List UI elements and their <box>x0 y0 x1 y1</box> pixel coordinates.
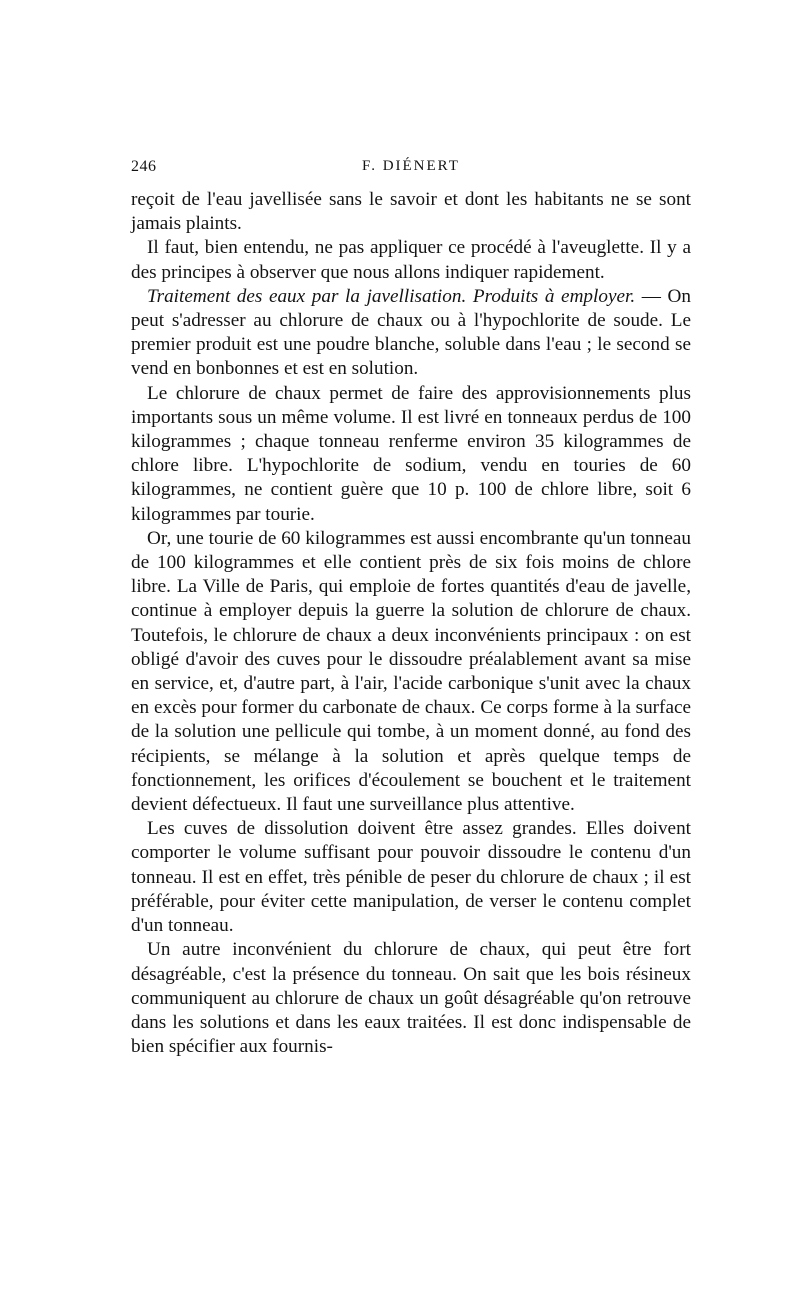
running-head: F. DIÉNERT <box>362 158 460 174</box>
paragraph-continuation: reçoit de l'eau javellisée sans le savoir et dont les habitants ne se sont jamais plaints. <box>131 189 691 235</box>
paragraph-section-lead <box>131 285 691 382</box>
body-text <box>131 188 691 1059</box>
paragraph: Or, une tourie de 60 kilogrammes est aussi encombrante qu'un tonneau de 100 kilogrammes et elle contient près de six fois moins de chlore libre. La Ville de Paris, qui emploie de fortes quantités d'eau de javelle, continue à employer depuis la guerre la solution de chlorure de chaux. Toutefois, le chlorure de chaux a deux inconvénients principaux : on est obligé d'avoir des cuves pour le dissoudre préalablement avant sa mise en service, et, d'autre part, à l'air, l'acide carbonique s'unit avec la chaux en excès pour former du carbonate de chaux. Ce corps forme à la surface de la solution une pellicule qui tombe, à un moment donné, au fond des récipients, se mélange à la solution et après quelque temps de fonctionnement, les orifices d'écoulement se bouchent et le traitement devient défectueux. Il faut une surveillance plus attentive. <box>131 527 691 816</box>
paragraph-text: — On peut s'adresser au chlorure de chaux ou à l'hypochlorite de soude. Le premier produit est une poudre blanche, soluble dans l'eau ; le second se vend en bonbonnes et est en solution. <box>131 285 691 380</box>
paragraph: Un autre inconvénient du chlorure de chaux, qui peut être fort désagréable, c'est la présence du tonneau. On sait que les bois résineux communiquent au chlorure de chaux un goût désagréable qu'on retrouve dans les solutions et dans les eaux traitées. Il est donc indispensable de bien spécifier aux fournis- <box>131 939 691 1058</box>
paragraph: Le chlorure de chaux permet de faire des approvisionnements plus importants sous un même volume. Il est livré en tonneaux perdus de 100 kilogrammes ; chaque tonneau renferme environ 35 kilogrammes de chlore libre. L'hypochlorite de sodium, vendu en touries de 60 kilogrammes, ne contient guère que 10 p. 100 de chlore libre, soit 6 kilogrammes par tourie. <box>131 382 691 525</box>
section-title: Traitement des eaux par la javellisation. Produits à employer. <box>147 285 636 307</box>
page-number: 246 <box>131 158 157 175</box>
page-header <box>131 158 691 182</box>
paragraph: Il faut, bien entendu, ne pas appliquer ce procédé à l'aveuglette. Il y a des principes à observer que nous allons indiquer rapidement. <box>131 237 691 283</box>
paragraph: Les cuves de dissolution doivent être assez grandes. Elles doivent comporter le volume suffisant pour pouvoir dissoudre le contenu d'un tonneau. Il est en effet, très pénible de peser du chlorure de chaux ; il est préférable, pour éviter cette manipulation, de verser le contenu complet d'un tonneau. <box>131 818 691 937</box>
